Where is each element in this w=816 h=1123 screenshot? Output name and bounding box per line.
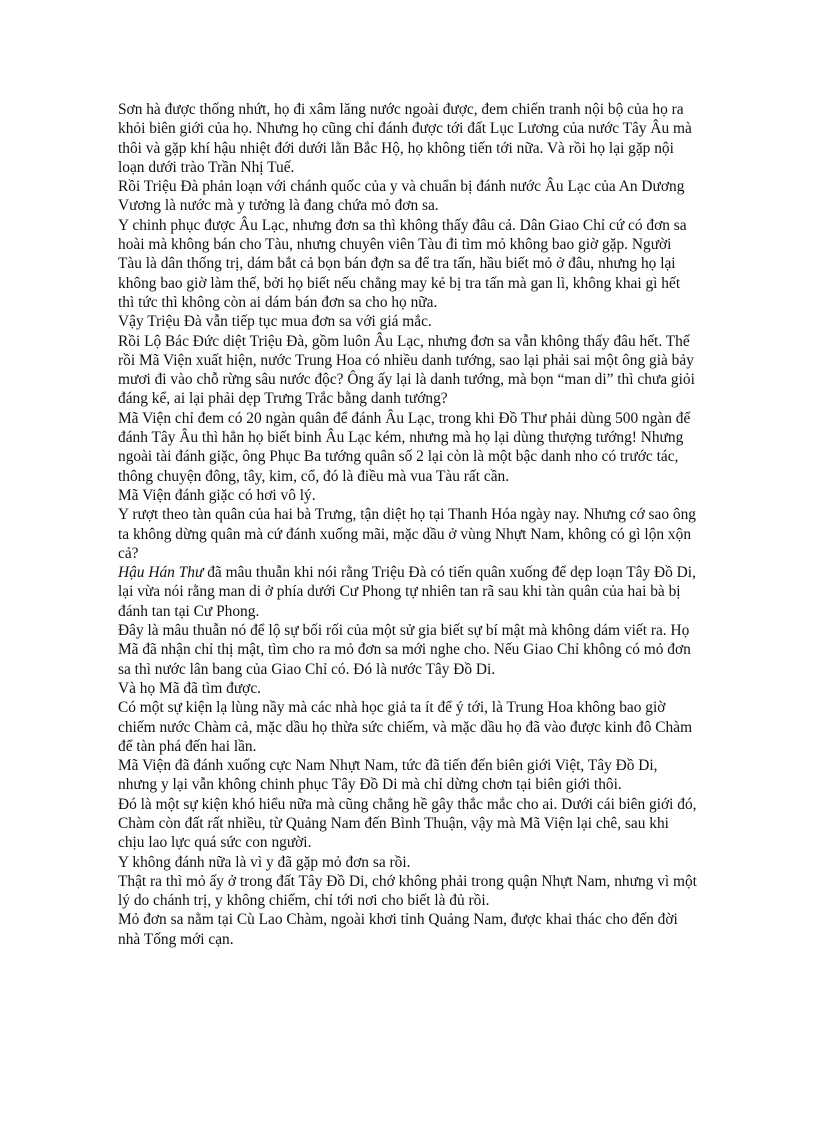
paragraph: Đây là mâu thuẫn nó để lộ sự bối rối của một sử gia biết sự bí mật mà không dám viết ra. Họ Mã đã nhận chỉ thị mật, tìm cho ra mỏ đơn sa mới nghe cho. Nếu Giao Chỉ không có mỏ đơn sa thì nước lân bang của Giao Chỉ có. Đó là nước Tây Đồ Di. <box>118 622 691 678</box>
paragraph: Rồi Lộ Bác Đức diệt Triệu Đà, gồm luôn Âu Lạc, nhưng đơn sa vẫn không thấy đâu hết. Thế rồi Mã Viện xuất hiện, nước Trung Hoa có nhiều danh tướng, sao lại phải sai một ông già bảy mươi đi vào chỗ rừng sâu nước độc? Ông ấy lại là danh tướng, mà bọn “man di” thì chưa giỏi đáng kể, ai lại phải dẹp Trưng Trắc bằng danh tướng? <box>118 332 695 408</box>
paragraph: Vậy Triệu Đà vẫn tiếp tục mua đơn sa với giá mắc. <box>118 313 432 331</box>
book-title: Hậu Hán Thư <box>118 564 204 582</box>
paragraph: Và họ Mã đã tìm được. <box>118 679 261 697</box>
paragraph: Y chinh phục được Âu Lạc, nhưng đơn sa thì không thấy đâu cả. Dân Giao Chỉ cứ có đơn sa hoài mà không bán cho Tàu, nhưng chuyên viên Tàu đi tìm mỏ không bao giờ gặp. Người Tàu là dân thống trị, dám bắt cả bọn bán đợn sa để tra tấn, hầu biết mỏ ở đâu, nhưng họ lại không bao giờ làm thế, bởi họ biết nếu chẳng may kẻ bị tra tấn mà gan lì, không khai gì hết thì tức thì không còn ai dám bán đơn sa cho họ nữa. <box>118 216 687 311</box>
paragraph: Thật ra thì mỏ ấy ở trong đất Tây Đồ Di, chớ không phải trong quận Nhựt Nam, nhưng vì một lý do chánh trị, y không chiếm, chỉ tới nơi cho biết là đủ rồi. <box>118 872 697 910</box>
paragraph-text: đã mâu thuẫn khi nói rằng Triệu Đà có tiến quân xuống để dẹp loạn Tây Đồ Di, lại vừa nói rằng man di ở phía dưới Cư Phong tự nhiên tan rã sau khi tàn quân của hai bà bị đánh tan tại Cư Phong. <box>118 564 696 620</box>
paragraph: Mỏ đơn sa nằm tại Cù Lao Chàm, ngoài khơi tỉnh Quảng Nam, được khai thác cho đến đời nhà Tống mới cạn. <box>118 911 678 948</box>
paragraph: Mã Viện chỉ đem có 20 ngàn quân để đánh Âu Lạc, trong khi Đồ Thư phải dùng 500 ngàn để đánh Tây Âu thì hẳn họ biết binh Âu Lạc kém, nhưng mà họ lại dùng thượng tướng! Nhưng ngoài tài đánh giặc, ông Phục Ba tướng quân số 2 lại còn là một bậc danh nho có trước tác, thông chuyện đông, tây, kim, cổ, đó là điều mà vua Tàu rất cần. <box>118 409 691 485</box>
paragraph: Y không đánh nữa là vì y đã gặp mỏ đơn sa rồi. <box>118 853 411 871</box>
paragraph: Sơn hà được thống nhứt, họ đi xâm lăng nước ngoài được, đem chiến tranh nội bộ của họ ra khỏi biên giới của họ. Nhưng họ cũng chỉ đánh được tới đất Lục Lương của nước Tây Âu mà thôi và gặp khí hậu nhiệt đới dưới lằn Bắc Hộ, họ không tiến tới nữa. Và rồi họ lại gặp nội loạn dưới trào Trần Nhị Tuế. <box>118 101 692 176</box>
document-page <box>118 100 698 949</box>
paragraph: Y rượt theo tàn quân của hai bà Trưng, tận diệt họ tại Thanh Hóa ngày nay. Nhưng cớ sao ông ta không dừng quân mà cứ đánh xuống mãi, mặc dầu ở vùng Nhựt Nam, không có gì lộn xộn cả? <box>118 506 697 562</box>
paragraph: Mã Viện đánh giặc có hơi vô lý. <box>118 486 316 504</box>
paragraph: Có một sự kiện lạ lùng nầy mà các nhà học giả ta ít để ý tới, là Trung Hoa không bao giờ chiếm nước Chàm cả, mặc dầu họ thừa sức chiếm, và mặc dầu họ đã vào được kinh đô Chàm để tàn phá đến hai lần. <box>118 699 693 755</box>
paragraph: Đó là một sự kiện khó hiểu nữa mà cũng chẳng hề gây thắc mắc cho ai. Dưới cái biên giới đó, Chàm còn đất rất nhiều, từ Quảng Nam đến Bình Thuận, vậy mà Mã Viện lại chê, sau khi chịu lao lực quá sức con người. <box>118 795 697 852</box>
paragraph: Rồi Triệu Đà phản loạn với chánh quốc của y và chuẩn bị đánh nước Âu Lạc của An Dương Vương là nước mà y tưởng là đang chứa mỏ đơn sa. <box>118 178 685 215</box>
paragraph: Mã Viện đã đánh xuống cực Nam Nhựt Nam, tức đã tiến đến biên giới Việt, Tây Đồ Di, nhưng y lại vẫn không chinh phục Tây Đồ Di mà chỉ dừng chơn tại biên giới thôi. <box>118 757 658 794</box>
paragraph <box>118 563 698 621</box>
